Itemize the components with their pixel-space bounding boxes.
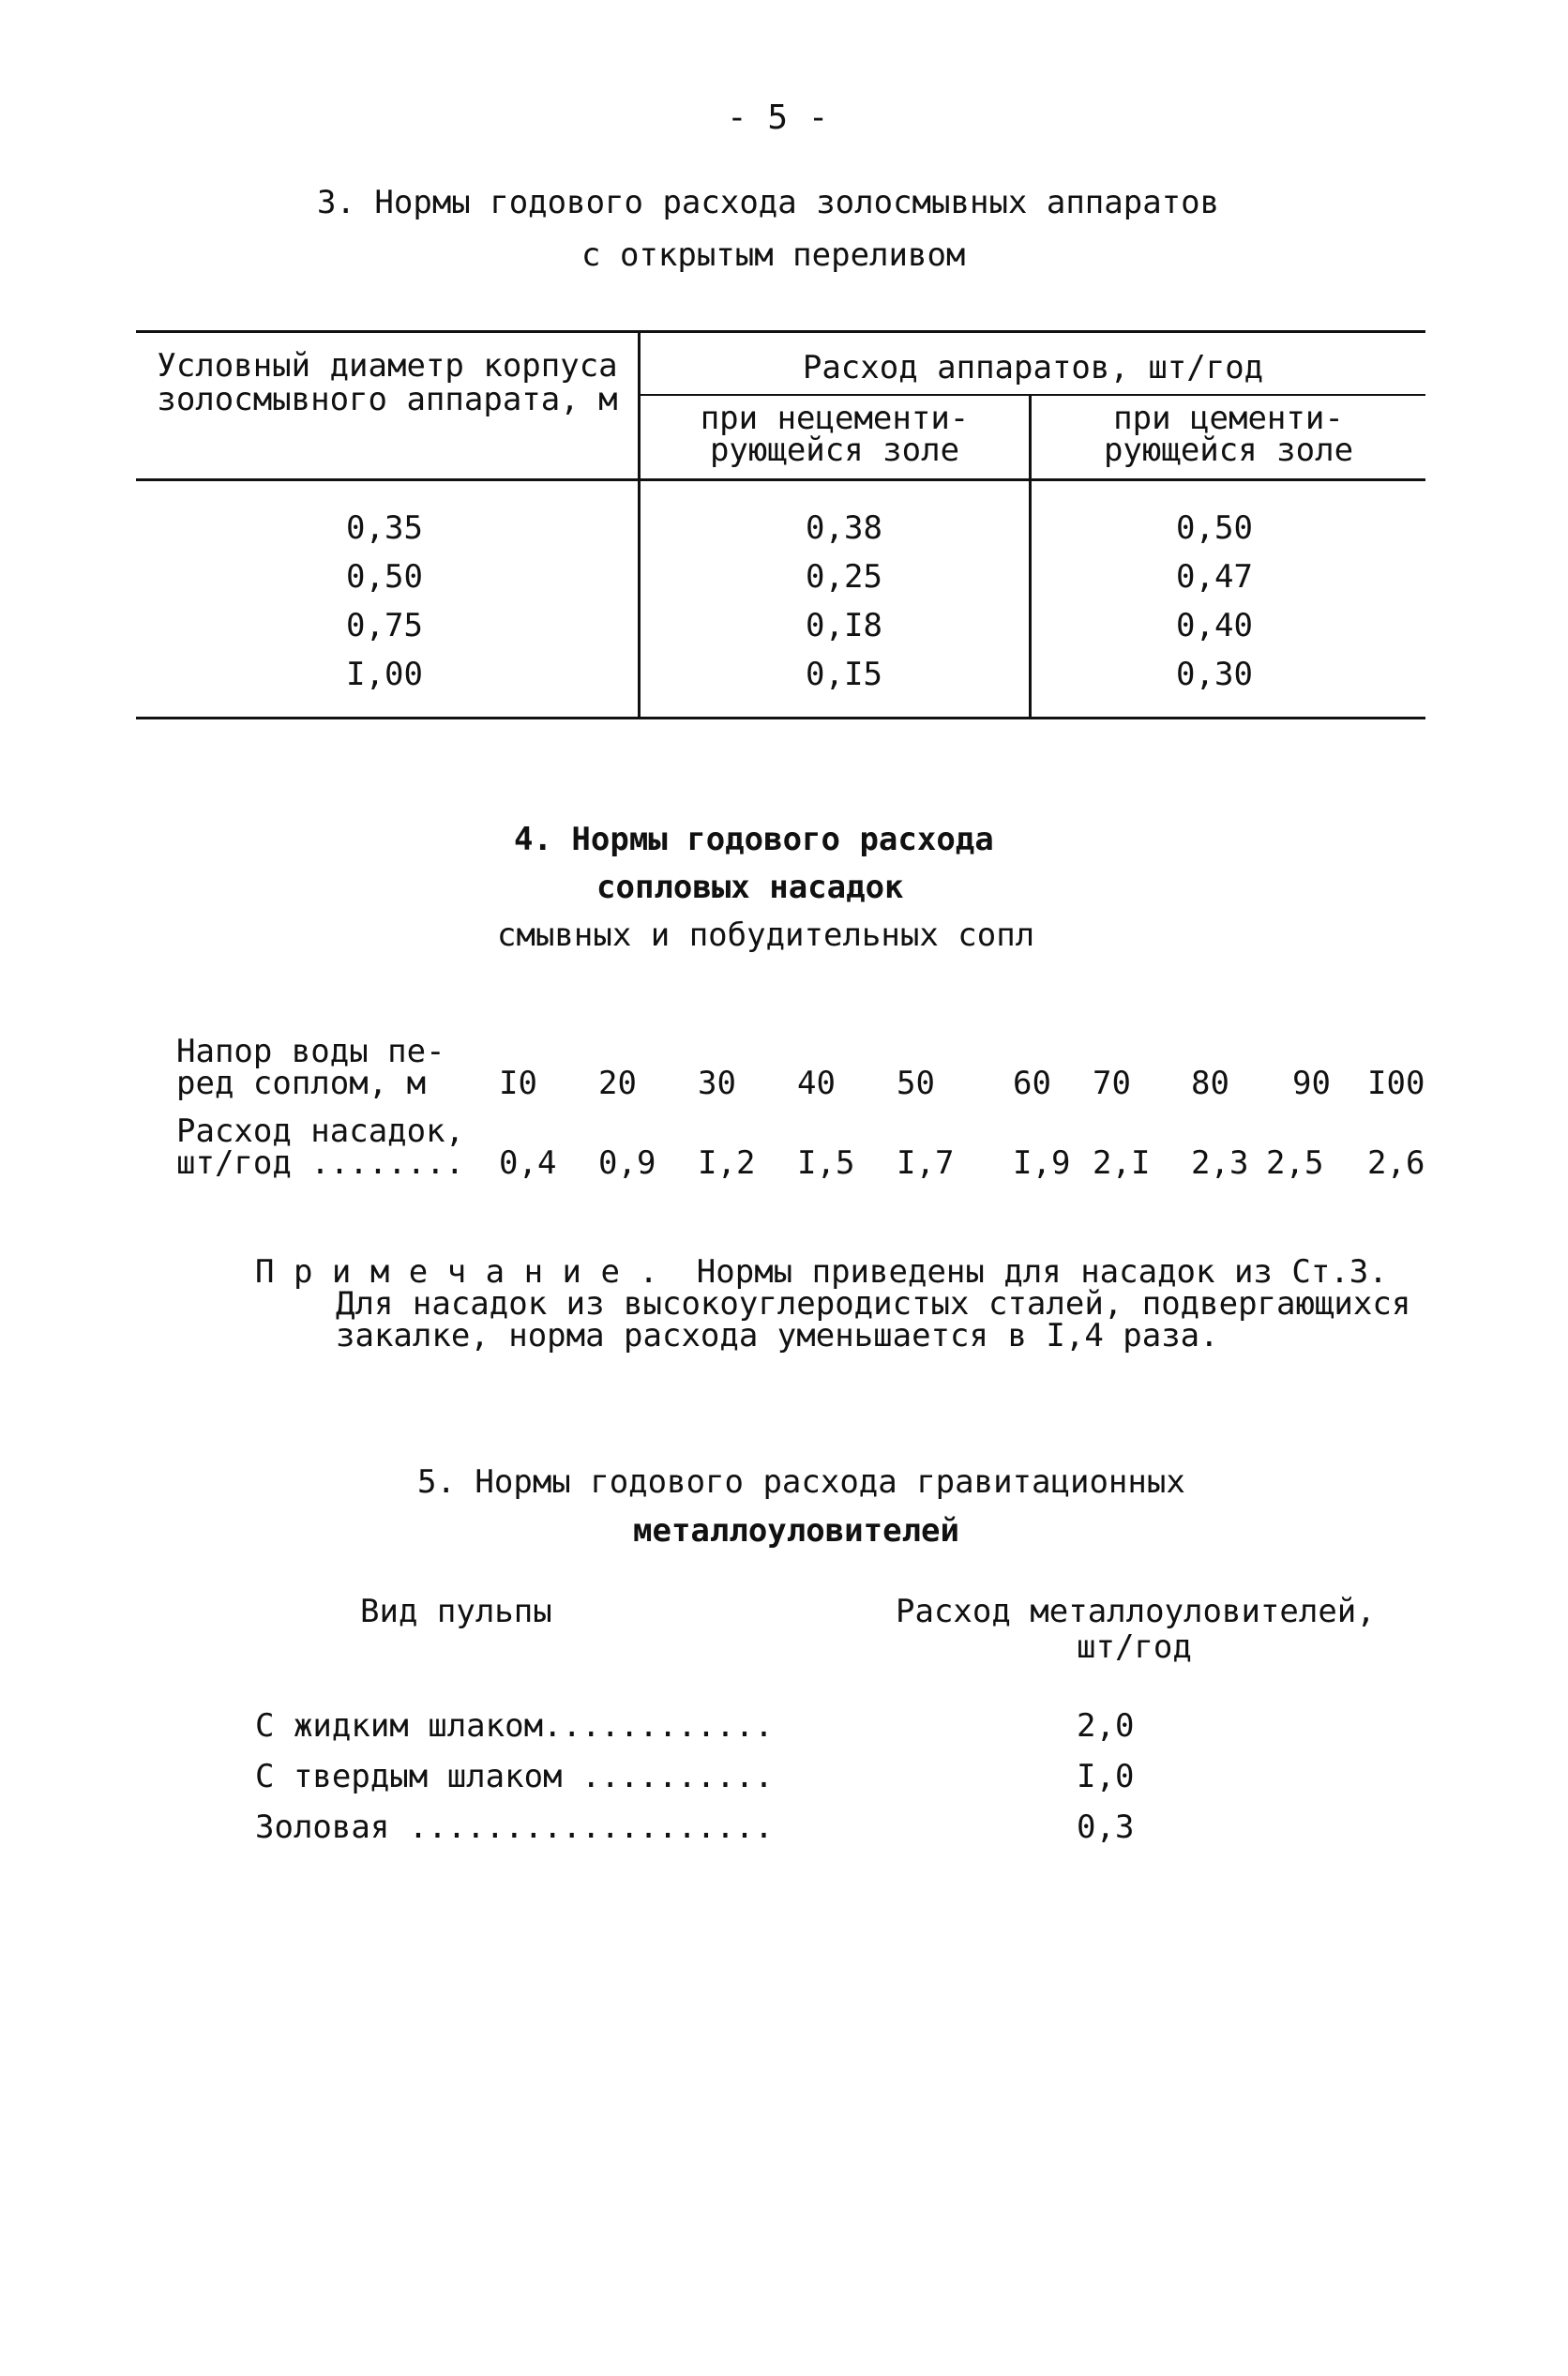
consumption-value: I,2 [698, 1144, 756, 1182]
trap-header-col2-line1: Расход металлоуловителей, [896, 1593, 1376, 1630]
table-top-rule [136, 330, 1425, 333]
head-value: I00 [1367, 1065, 1425, 1102]
note-line3: закалке, норма расхода уменьшается в I,4 раза. [336, 1317, 1219, 1354]
section4-title-line1: 4. Нормы годового расхода [514, 821, 994, 858]
table-cell: 0,40 [1176, 607, 1253, 644]
row2-label-line2: шт/год ........ [176, 1144, 465, 1182]
trap-header-col2-line2: шт/год [1077, 1628, 1192, 1666]
table-cell: 0,35 [346, 509, 423, 547]
consumption-value: 2,I [1093, 1144, 1151, 1182]
table-cell: 0,75 [346, 607, 423, 644]
table-header-col1-line1: Условный диаметр корпуса [157, 347, 618, 385]
table-cell: 0,I8 [806, 607, 882, 644]
head-value: 20 [598, 1065, 637, 1102]
table-cell: 0,30 [1176, 656, 1253, 693]
trap-row-value: 2,0 [1077, 1707, 1135, 1745]
table-header-col3-line2: рующейся золе [1103, 431, 1354, 469]
row1-label-line1: Напор воды пе- [176, 1033, 445, 1070]
head-value: 90 [1292, 1065, 1331, 1102]
trap-row-label: С твердым шлаком .......... [255, 1758, 774, 1795]
section3-title-line1: 3. Нормы годового расхода золосмывных аппаратов [317, 184, 1220, 221]
note-line1: П р и м е ч а н и е . Нормы приведены для насадок из Ст.3. [255, 1253, 1388, 1291]
head-value: 70 [1093, 1065, 1131, 1102]
head-value: 30 [698, 1065, 736, 1102]
head-value: 50 [897, 1065, 935, 1102]
trap-row-label: Золовая ................... [255, 1808, 774, 1846]
trap-row-value: I,0 [1077, 1758, 1135, 1795]
trap-row-label: С жидким шлаком............ [255, 1707, 774, 1745]
consumption-value: 2,6 [1367, 1144, 1425, 1182]
section4-title-line3: смывных и побудительных сопл [497, 916, 1035, 954]
table-vrule-1 [638, 330, 641, 719]
table-header-col2-line2: рующейся золе [709, 431, 960, 469]
page-number: - 5 - [727, 98, 829, 137]
table-cell: I,00 [346, 656, 423, 693]
consumption-value: 2,5 [1266, 1144, 1324, 1182]
head-value: 60 [1013, 1065, 1051, 1102]
consumption-value: I,7 [897, 1144, 955, 1182]
row1-label-line2: ред соплом, м [176, 1065, 427, 1102]
note-line2: Для насадок из высокоуглеродистых сталей, подвергающихся [336, 1285, 1411, 1323]
table-group-rule [640, 394, 1425, 396]
section4-title-line2: сопловых насадок [596, 869, 904, 906]
head-value: 80 [1191, 1065, 1229, 1102]
table-bottom-rule [136, 717, 1425, 719]
consumption-value: I,5 [797, 1144, 855, 1182]
table-cell: 0,I5 [806, 656, 882, 693]
table-cell: 0,50 [346, 558, 423, 596]
table-cell: 0,50 [1176, 509, 1253, 547]
row2-label-line1: Расход насадок, [176, 1112, 465, 1150]
section5-title-line1: 5. Нормы годового расхода гравитационных [417, 1463, 1185, 1501]
table-header-rule [136, 478, 1425, 481]
trap-row-value: 0,3 [1077, 1808, 1135, 1846]
consumption-value: 0,9 [598, 1144, 656, 1182]
consumption-value: I,9 [1013, 1144, 1071, 1182]
table-cell: 0,25 [806, 558, 882, 596]
consumption-value: 2,3 [1191, 1144, 1249, 1182]
table-header-group: Расход аппаратов, шт/год [802, 349, 1264, 386]
table-header-col1-line2: золосмывного аппарата, м [157, 381, 618, 418]
section5-title-line2: металлоуловителей [633, 1512, 959, 1550]
table-header-col2-line1: при нецементи- [700, 400, 970, 437]
table-cell: 0,47 [1176, 558, 1253, 596]
head-value: 40 [797, 1065, 836, 1102]
table-cell: 0,38 [806, 509, 882, 547]
table-header-col3-line1: при цементи- [1113, 400, 1344, 437]
section3-title-line2: с открытым переливом [581, 236, 966, 274]
head-value: I0 [499, 1065, 537, 1102]
consumption-value: 0,4 [499, 1144, 557, 1182]
trap-header-col1: Вид пульпы [360, 1593, 552, 1630]
